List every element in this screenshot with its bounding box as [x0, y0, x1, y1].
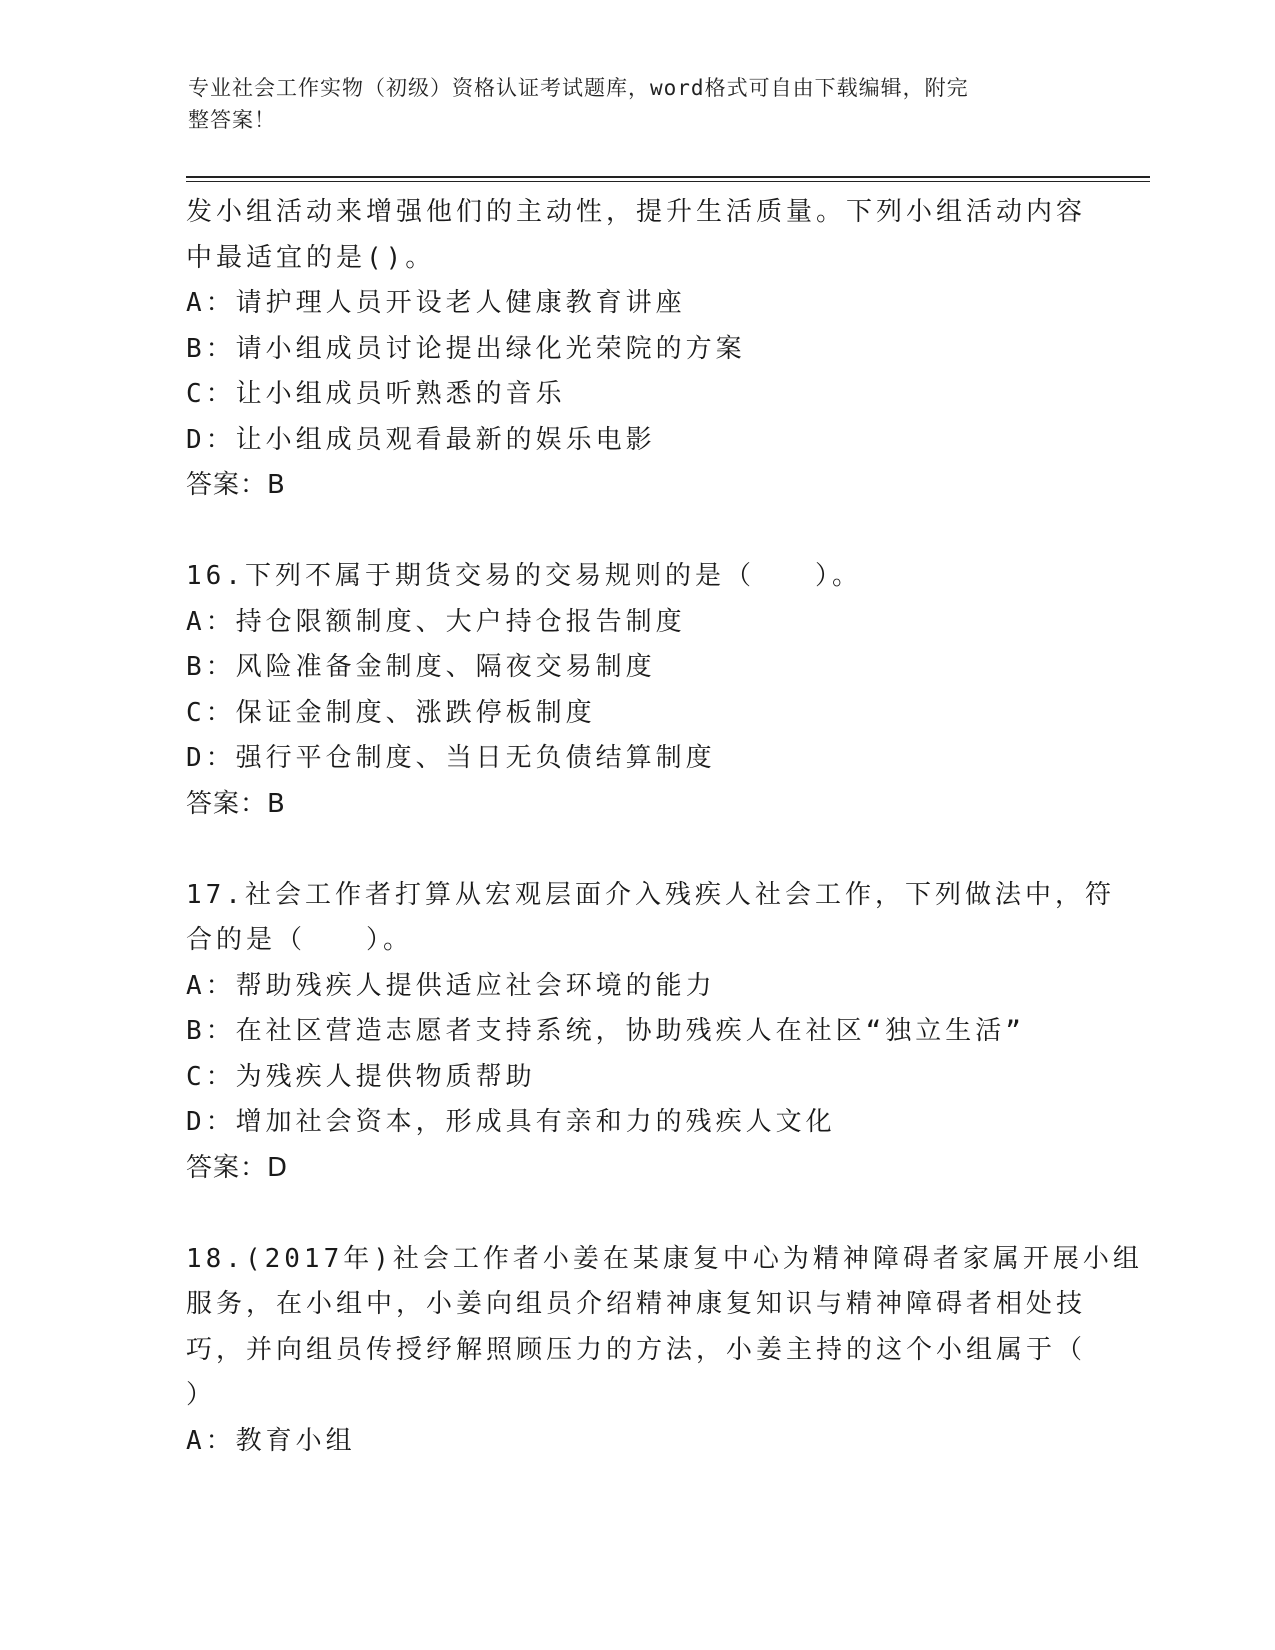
question-stem-line: 中最适宜的是()。 [186, 242, 436, 273]
spacer [186, 827, 1066, 873]
option-a: A：持仓限额制度、大户持仓报告制度 [186, 606, 686, 637]
question-stem-line: 发小组活动来增强他们的主动性，提升生活质量。下列小组活动内容 [186, 197, 1087, 227]
spacer [186, 509, 1066, 555]
question-stem-line: 巧，并向组员传授纾解照顾压力的方法，小姜主持的这个小组属于（ [186, 1334, 1087, 1365]
question-list [186, 190, 1143, 1464]
question-stem-line: 16.下列不属于期货交易的交易规则的是（ ）。 [186, 561, 862, 591]
question-block [186, 554, 1066, 827]
option-b: B：请小组成员讨论提出绿化光荣院的方案 [186, 333, 746, 364]
answer-line: 答案：B [186, 470, 286, 500]
answer-line: 答案：B [186, 788, 286, 819]
question-stem-line: 18.(2017年)社会工作者小姜在某康复中心为精神障碍者家属开展小组 [186, 1243, 1143, 1274]
spacer [186, 1191, 1066, 1237]
header-line: 整答案！ [188, 108, 276, 132]
option-c: C：让小组成员听熟悉的音乐 [186, 379, 566, 409]
question-block [186, 873, 1115, 1192]
option-b: B：风险准备金制度、隔夜交易制度 [186, 652, 656, 682]
option-b: B：在社区营造志愿者支持系统，协助残疾人在社区“独立生活” [186, 1016, 1025, 1046]
question-stem-line: 服务，在小组中，小姜向组员介绍精神康复知识与精神障碍者相处技 [186, 1289, 1087, 1319]
option-a: A：帮助残疾人提供适应社会环境的能力 [186, 970, 716, 1001]
option-c: C：为残疾人提供物质帮助 [186, 1061, 536, 1092]
option-d: D：让小组成员观看最新的娱乐电影 [186, 424, 656, 455]
question-block [186, 190, 1087, 509]
option-a: A：请护理人员开设老人健康教育讲座 [186, 288, 686, 318]
question-stem-line: 17.社会工作者打算从宏观层面介入残疾人社会工作，下列做法中，符 [186, 879, 1115, 910]
header-line: 专业社会工作实物（初级）资格认证考试题库，word格式可自由下载编辑，附完 [188, 76, 969, 100]
question-stem-line: 合的是（ ）。 [186, 925, 414, 955]
answer-line: 答案：D [186, 1152, 289, 1183]
option-d: D：增加社会资本，形成具有亲和力的残疾人文化 [186, 1107, 836, 1137]
option-c: C：保证金制度、涨跌停板制度 [186, 697, 596, 728]
header-divider [186, 176, 1150, 178]
question-block [186, 1237, 1143, 1465]
page-header [188, 72, 1068, 136]
option-d: D：强行平仓制度、当日无负债结算制度 [186, 743, 716, 773]
question-stem-line: ） [186, 1380, 217, 1410]
option-a: A：教育小组 [186, 1425, 356, 1456]
